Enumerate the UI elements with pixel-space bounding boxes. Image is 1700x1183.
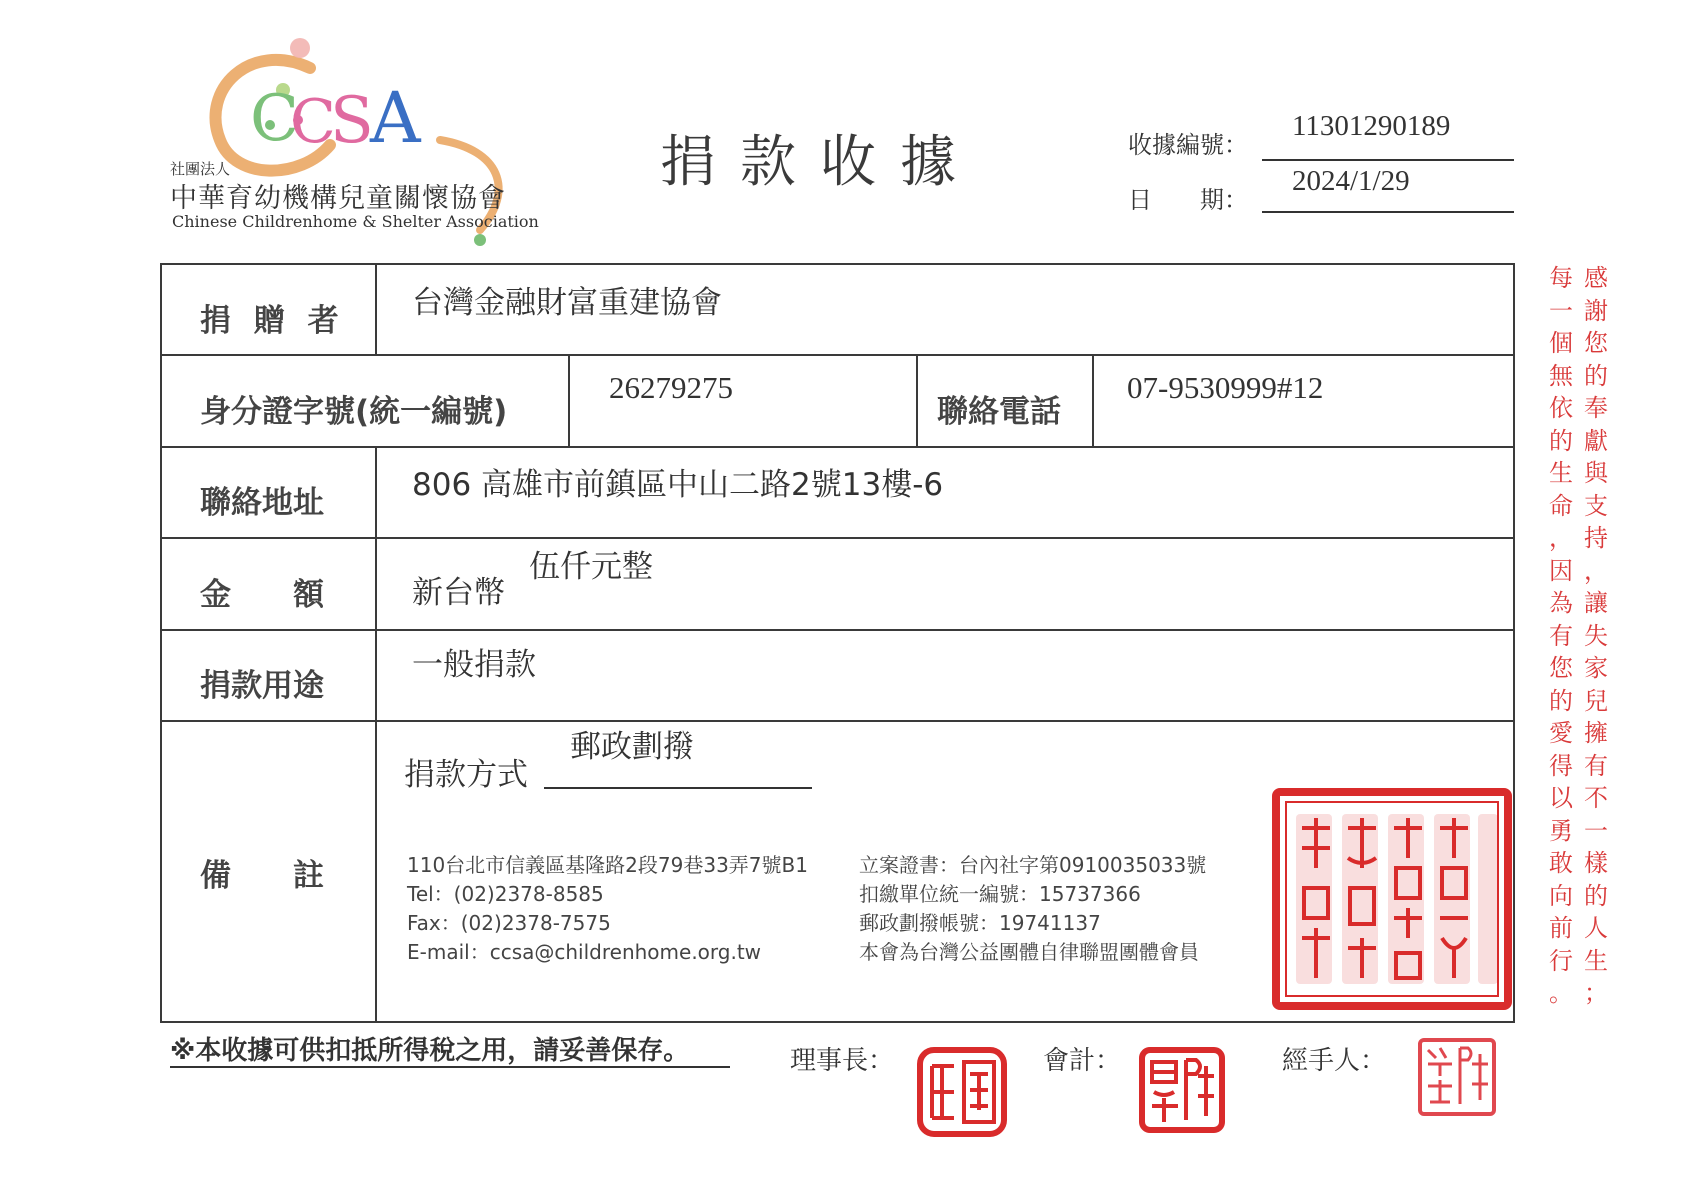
document-title: 捐款收據 (660, 130, 980, 195)
method-label: 捐款方式 (404, 757, 528, 793)
side-note-char: 一 (1584, 816, 1608, 845)
tax-note-underline (170, 1066, 730, 1068)
side-note-char: 有 (1584, 751, 1608, 780)
side-note-column-left (1547, 262, 1575, 1010)
date-label: 日 期： (1128, 186, 1248, 214)
side-note-char: 擁 (1584, 719, 1608, 747)
side-note-char: 行 (1549, 946, 1573, 975)
id-label: 身分證字號(統一編號) (200, 394, 508, 430)
row-divider (162, 720, 1513, 722)
side-note-char: 生 (1584, 946, 1608, 975)
method-value: 郵政劃撥 (570, 729, 694, 765)
logo-letter-c1: C (250, 82, 299, 156)
row-divider (162, 354, 1513, 356)
side-note-char: 感 (1584, 264, 1608, 292)
side-note-char: 謝 (1584, 296, 1608, 325)
footer-tax-id: 扣繳單位統一編號：15737366 (859, 882, 1141, 906)
side-note-char: 您 (1584, 329, 1608, 357)
handler-seal-stamp (1416, 1036, 1498, 1118)
col-divider (916, 354, 918, 446)
amount-prefix: 新台幣 (412, 575, 505, 611)
side-note-char: 愛 (1549, 719, 1573, 747)
side-note-char: 奉 (1584, 394, 1608, 422)
side-note-char: 人 (1584, 914, 1608, 942)
col-divider (375, 446, 377, 537)
accountant-label: 會計： (1043, 1046, 1122, 1076)
side-note-char: 依 (1549, 394, 1573, 422)
side-note-char: 兒 (1584, 686, 1608, 715)
footer-address: 110台北市信義區基隆路2段79巷33弄7號B1 (407, 853, 808, 877)
amount-value: 伍仟元整 (529, 549, 653, 585)
footer-postal-account: 郵政劃撥帳號：19741137 (859, 911, 1101, 935)
side-note-char: 的 (1584, 881, 1608, 910)
side-note-char: 生 (1549, 459, 1573, 487)
col-divider (375, 265, 377, 354)
purpose-value: 一般捐款 (412, 647, 536, 683)
side-note-char: 敢 (1549, 849, 1573, 877)
address-value: 806 高雄市前鎮區中山二路2號13樓-6 (412, 467, 944, 503)
receipt-no-value: 11301290189 (1292, 110, 1451, 142)
side-note-char: 每 (1549, 264, 1573, 292)
donor-value: 台灣金融財富重建協會 (412, 285, 722, 321)
col-divider (375, 537, 377, 1023)
side-note-char: 讓 (1584, 589, 1608, 617)
col-divider (568, 354, 570, 446)
logo-letter-c2: C (290, 87, 336, 157)
side-note-char: 的 (1584, 361, 1608, 390)
logo-letter-s: S (330, 84, 374, 158)
method-underline (544, 787, 812, 789)
tax-deduction-note: ※本收據可供扣抵所得稅之用，請妥善保存。 (170, 1036, 690, 1066)
footer-tel: Tel：(02)2378-8585 (407, 882, 604, 906)
footer-email: E-mail：ccsa@childrenhome.org.tw (407, 940, 762, 964)
handler-label: 經手人： (1282, 1046, 1387, 1076)
side-note-char: 與 (1584, 459, 1608, 487)
remarks-label: 備 註 (200, 858, 324, 894)
side-note-char: ； (1584, 979, 1608, 1007)
side-note-char: 為 (1549, 589, 1573, 617)
row-divider (162, 629, 1513, 631)
amount-label: 金 額 (200, 577, 324, 613)
side-note-char: 樣 (1584, 849, 1608, 877)
accountant-seal-stamp (1138, 1046, 1226, 1134)
side-note-char: 失 (1584, 621, 1608, 650)
side-note-char: 的 (1549, 686, 1573, 715)
footer-fax: Fax：(02)2378-7575 (407, 911, 611, 935)
donor-label: 捐 贈 者 (200, 303, 345, 339)
side-note-char: 個 (1549, 329, 1573, 357)
org-name-en: Chinese Childrenhome & Shelter Association (172, 212, 539, 231)
chairman-seal-stamp (916, 1046, 1008, 1138)
receipt-form-table (160, 263, 1515, 1023)
logo-small-text: 社團法人 (170, 160, 231, 178)
side-note-char: ， (1549, 524, 1573, 552)
side-note-char: 不 (1584, 784, 1608, 812)
side-note-char: 持 (1584, 524, 1608, 552)
footer-membership: 本會為台灣公益團體自律聯盟團體會員 (859, 940, 1199, 964)
side-note-char: 向 (1549, 881, 1573, 910)
id-value: 26279275 (609, 370, 733, 405)
organization-seal-stamp (1272, 788, 1512, 1010)
footer-registration: 立案證書：台內社字第0910035033號 (859, 853, 1207, 877)
receipt-no-label: 收據編號： (1128, 131, 1248, 159)
logo-letter-a: A (370, 77, 421, 159)
side-note-char: 獻 (1584, 426, 1608, 455)
side-note-char: ， (1584, 556, 1608, 585)
side-note-char: 。 (1549, 979, 1573, 1007)
receipt-no-underline (1262, 159, 1514, 161)
side-note-char: 您 (1549, 654, 1573, 682)
date-value: 2024/1/29 (1292, 165, 1410, 197)
side-note-char: 無 (1549, 361, 1573, 390)
side-note-char: 支 (1584, 491, 1608, 520)
purpose-label: 捐款用途 (200, 668, 324, 704)
side-note-char: 有 (1549, 621, 1573, 650)
side-note-char: 因 (1549, 556, 1573, 585)
row-divider (162, 537, 1513, 539)
col-divider (1092, 354, 1094, 446)
side-note-char: 前 (1549, 914, 1573, 942)
phone-label: 聯絡電話 (937, 394, 1061, 430)
address-label: 聯絡地址 (200, 485, 324, 521)
side-note-char: 家 (1584, 654, 1608, 682)
date-underline (1262, 211, 1514, 213)
side-note-column-right (1582, 262, 1610, 1010)
side-note-char: 勇 (1549, 816, 1573, 845)
side-note-char: 的 (1549, 426, 1573, 455)
side-note-char: 得 (1549, 751, 1573, 780)
row-divider (162, 446, 1513, 448)
phone-value: 07-9530999#12 (1127, 370, 1324, 405)
side-note-char: 以 (1549, 784, 1573, 812)
org-name-cn: 中華育幼機構兒童關懷協會 (170, 183, 506, 214)
chairman-label: 理事長： (790, 1046, 895, 1076)
side-note-char: 命 (1549, 491, 1573, 520)
side-note-char: 一 (1549, 296, 1573, 325)
